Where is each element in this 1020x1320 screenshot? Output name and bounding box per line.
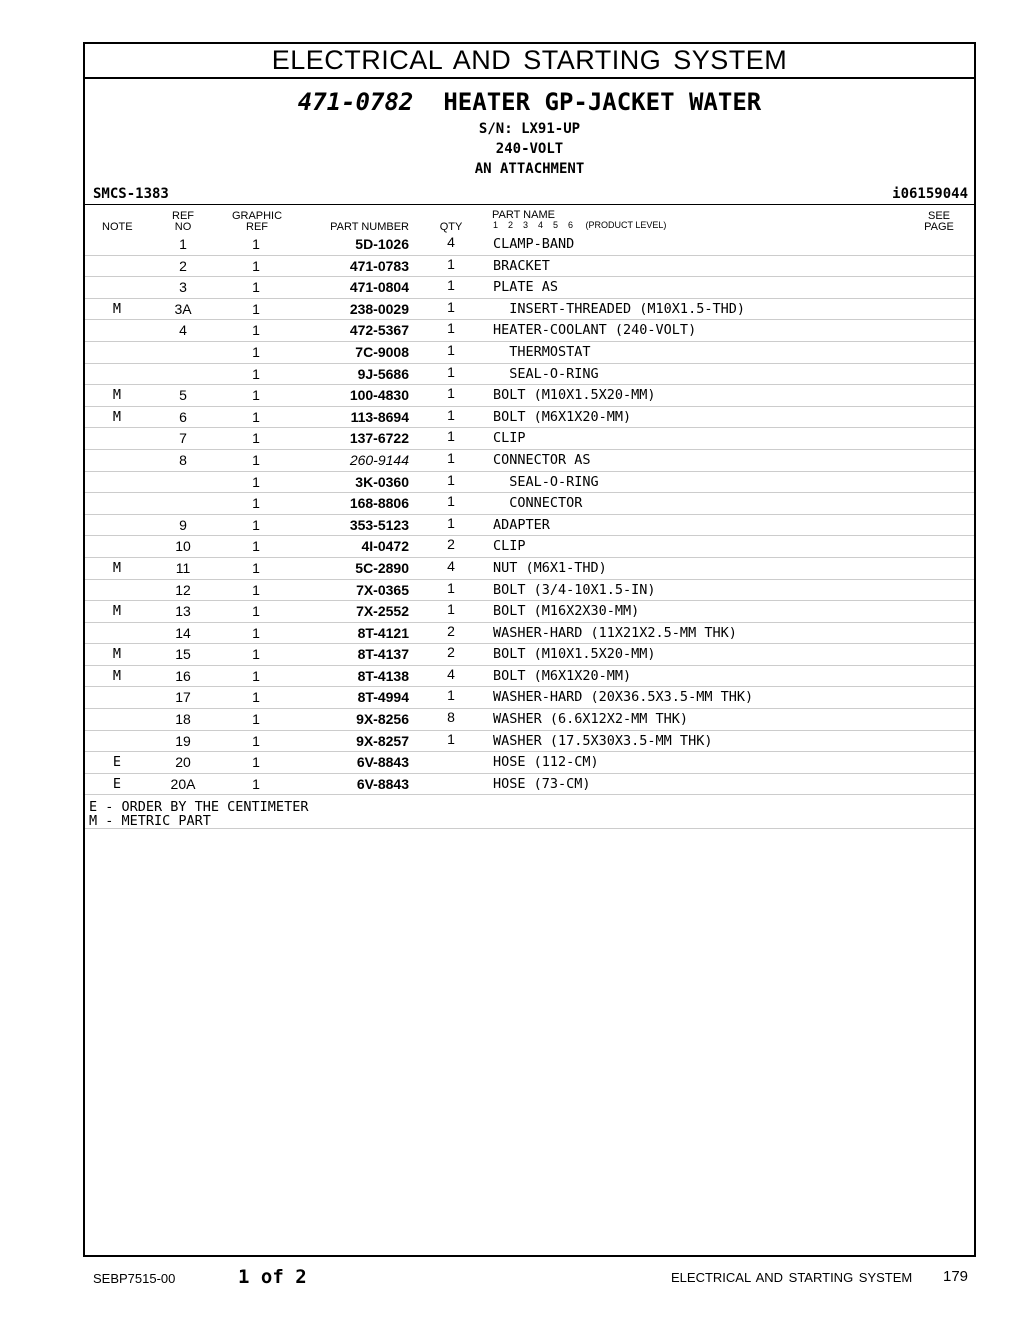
ref-number-cell: 9 [179, 516, 187, 533]
part-name-cell: BOLT (M10X1.5X20-MM) [493, 646, 656, 663]
part-name-cell: HEATER-COOLANT (240-VOLT) [493, 322, 697, 339]
table-row [85, 731, 974, 753]
group-part-number: 471-0782 [297, 88, 414, 116]
part-number-cell: 9X-8257 [356, 732, 409, 749]
header-ref-bottom: NO [174, 221, 192, 233]
footer-section: ELECTRICAL AND STARTING SYSTEM [671, 1270, 913, 1285]
note-cell: M [112, 667, 122, 684]
table-row [85, 450, 974, 472]
ref-number-cell: 1 [179, 236, 187, 252]
qty-cell: 1 [447, 277, 455, 294]
footnotes [89, 800, 308, 828]
voltage-line: 240-VOLT [495, 141, 564, 157]
ref-number-cell: 7 [179, 430, 187, 447]
graphic-ref-cell: 1 [252, 451, 260, 468]
note-cell: E [112, 754, 122, 771]
qty-cell: 1 [447, 428, 455, 445]
qty-cell: 1 [447, 363, 455, 380]
qty-cell: 1 [447, 579, 455, 596]
table-header [85, 204, 974, 235]
graphic-ref-cell: 1 [252, 559, 260, 576]
graphic-ref-cell: 1 [252, 516, 260, 533]
part-name-cell: BOLT (M16X2X30-MM) [493, 603, 640, 620]
graphic-ref-cell: 1 [252, 257, 260, 274]
ref-number-cell: 18 [175, 711, 191, 728]
qty-cell: 1 [447, 385, 455, 402]
part-number-cell: 8T-4994 [357, 689, 409, 706]
part-name-cell: CONNECTOR [493, 495, 583, 512]
ref-number-cell: 12 [175, 581, 191, 598]
note-cell: M [112, 300, 122, 317]
part-number-cell: 3K-0360 [355, 473, 409, 490]
ref-number-cell: 8 [179, 451, 187, 468]
part-name-cell: SEAL-O-RING [493, 473, 599, 490]
note-cell: M [112, 646, 122, 663]
ref-number-cell: 3A [174, 300, 192, 317]
graphic-ref-cell: 1 [252, 473, 260, 490]
graphic-ref-cell: 1 [252, 343, 260, 360]
part-number-cell: 5C-2890 [355, 559, 409, 576]
part-number-cell: 8T-4138 [357, 667, 409, 684]
part-number-cell: 7X-0365 [356, 581, 409, 598]
part-number-cell: 168-8806 [349, 495, 409, 512]
graphic-ref-cell: 1 [252, 624, 260, 641]
serial-range: S/N: LX91-UP [478, 121, 581, 137]
header-graphic-bottom: REF [246, 221, 268, 233]
part-number-cell: 6V-8843 [356, 775, 409, 792]
attachment-line: AN ATTACHMENT [474, 161, 585, 177]
qty-cell: 1 [447, 341, 455, 358]
graphic-ref-cell: 1 [252, 732, 260, 749]
qty-cell: 1 [447, 406, 455, 423]
qty-cell: 1 [447, 255, 455, 272]
part-number-cell: 9X-8256 [356, 711, 409, 728]
part-number-cell: 260-9144 [349, 451, 409, 468]
graphic-ref-cell: 1 [252, 387, 260, 404]
graphic-ref-cell: 1 [252, 279, 260, 296]
qty-cell: 2 [447, 536, 455, 553]
table-row [85, 234, 974, 256]
note-cell: M [112, 387, 122, 404]
part-name-cell: CLIP [493, 430, 526, 447]
graphic-ref-cell: 1 [252, 408, 260, 425]
ref-number-cell: 15 [175, 646, 191, 663]
smcs-code: SMCS-1383 [93, 186, 169, 202]
part-name-cell: THERMOSTAT [493, 343, 591, 360]
footer-page-number: 179 [943, 1268, 969, 1285]
part-number-cell: 353-5123 [349, 516, 409, 533]
qty-cell: 4 [447, 234, 455, 250]
ref-number-cell: 2 [179, 257, 187, 274]
ref-number-cell: 6 [179, 408, 187, 425]
qty-cell: 2 [447, 644, 455, 661]
part-number-cell: 8T-4121 [357, 624, 409, 641]
graphic-ref-cell: 1 [252, 538, 260, 555]
table-row [85, 515, 974, 537]
part-name-cell: WASHER-HARD (20X36.5X3.5-MM THK) [493, 689, 754, 706]
qty-cell: 1 [447, 493, 455, 510]
qty-cell: 1 [447, 601, 455, 618]
part-number-cell: 5D-1026 [355, 236, 409, 252]
part-name-cell: HOSE (112-CM) [493, 754, 599, 771]
part-name-cell: BOLT (M6X1X20-MM) [493, 408, 632, 425]
note-cell: M [112, 559, 122, 576]
graphic-ref-cell: 1 [252, 711, 260, 728]
part-number-cell: 113-8694 [350, 408, 409, 425]
note-cell: E [112, 775, 122, 792]
header-see-bottom: PAGE [924, 221, 954, 233]
header-see-top: SEE [927, 210, 950, 222]
qty-cell: 1 [447, 449, 455, 466]
graphic-ref-cell: 1 [252, 689, 260, 706]
part-name-cell: NUT (M6X1-THD) [493, 559, 607, 576]
parts-table-body [85, 234, 974, 795]
graphic-ref-cell: 1 [252, 300, 260, 317]
ref-number-cell: 19 [175, 732, 191, 749]
illustration-id: i06159044 [892, 186, 968, 202]
graphic-ref-cell: 1 [252, 322, 260, 339]
part-number-cell: 471-0783 [349, 257, 409, 274]
qty-cell: 1 [447, 514, 455, 531]
graphic-ref-cell: 1 [252, 236, 260, 252]
ref-number-cell: 13 [175, 603, 191, 620]
part-name-cell: CLAMP-BAND [493, 236, 575, 252]
part-name-cell: WASHER (17.5X30X3.5-MM THK) [493, 732, 713, 749]
table-row [85, 472, 974, 494]
part-number-cell: 100-4830 [349, 387, 409, 404]
graphic-ref-cell: 1 [252, 365, 260, 382]
ref-number-cell: 14 [175, 624, 191, 641]
table-row [85, 601, 974, 623]
part-name-cell: INSERT-THREADED (M10X1.5-THD) [493, 300, 745, 317]
part-number-cell: 238-0029 [349, 300, 409, 317]
group-name: HEATER GP-JACKET WATER [443, 88, 762, 116]
table-row [85, 320, 974, 342]
table-row [85, 277, 974, 299]
part-name-cell: CLIP [493, 538, 526, 555]
header-graphic-top: GRAPHIC [231, 210, 283, 222]
graphic-ref-cell: 1 [252, 646, 260, 663]
ref-number-cell: 3 [179, 279, 187, 296]
part-name-cell: WASHER-HARD (11X21X2.5-MM THK) [493, 624, 737, 641]
qty-cell: 2 [447, 622, 455, 639]
table-row [85, 687, 974, 709]
footnote-divider [85, 828, 974, 829]
ref-number-cell: 5 [179, 387, 187, 404]
ref-number-cell: 20A [170, 775, 196, 792]
table-row [85, 428, 974, 450]
graphic-ref-cell: 1 [252, 603, 260, 620]
part-number-cell: 9J-5686 [357, 365, 409, 382]
table-row [85, 385, 974, 407]
table-row [85, 558, 974, 580]
footnote-e: E - ORDER BY THE CENTIMETER [89, 799, 309, 815]
footer-doc-id: SEBP7515-00 [93, 1271, 176, 1286]
table-row [85, 774, 974, 796]
table-row [85, 536, 974, 558]
part-name-cell: BOLT (3/4-10X1.5-IN) [493, 581, 656, 598]
graphic-ref-cell: 1 [252, 430, 260, 447]
part-number-cell: 6V-8843 [356, 754, 409, 771]
part-name-cell: BOLT (M10X1.5X20-MM) [493, 387, 656, 404]
table-row [85, 644, 974, 666]
ref-number-cell: 17 [175, 689, 191, 706]
graphic-ref-cell: 1 [252, 754, 260, 771]
part-name-cell: CONNECTOR AS [493, 451, 591, 468]
qty-cell: 4 [447, 665, 455, 682]
qty-cell: 1 [447, 730, 455, 747]
qty-cell: 1 [447, 687, 455, 704]
table-row [85, 623, 974, 645]
table-row [85, 666, 974, 688]
table-row [85, 256, 974, 278]
table-row [85, 580, 974, 602]
graphic-ref-cell: 1 [252, 775, 260, 792]
part-number-cell: 8T-4137 [357, 646, 409, 663]
header-ref-top: REF [172, 210, 194, 222]
header-qty: QTY [439, 221, 463, 233]
section-title: ELECTRICAL AND STARTING SYSTEM [85, 44, 974, 79]
qty-cell: 1 [447, 298, 455, 315]
parts-page-frame [83, 42, 976, 1257]
qty-cell: 1 [447, 320, 455, 337]
part-name-cell: ADAPTER [493, 516, 550, 533]
part-number-cell: 4I-0472 [361, 538, 409, 555]
ref-number-cell: 16 [175, 667, 191, 684]
table-row [85, 493, 974, 515]
part-number-cell: 7C-9008 [355, 343, 409, 360]
footer-page-of: 1 of 2 [238, 1266, 307, 1288]
table-row [85, 407, 974, 429]
table-row [85, 342, 974, 364]
ref-number-cell: 20 [175, 754, 191, 771]
table-row [85, 752, 974, 774]
qty-cell: 4 [447, 557, 455, 574]
ref-number-cell: 11 [175, 559, 191, 576]
graphic-ref-cell: 1 [252, 495, 260, 512]
qty-cell: 8 [447, 709, 455, 726]
group-heading [85, 88, 974, 116]
header-part-number: PART NUMBER [330, 221, 409, 233]
graphic-ref-cell: 1 [252, 667, 260, 684]
header-product-level: 1 2 3 4 5 6 (PRODUCT LEVEL) [493, 220, 667, 230]
header-part-name: PART NAME [492, 209, 555, 221]
part-number-cell: 472-5367 [349, 322, 409, 339]
part-name-cell: WASHER (6.6X12X2-MM THK) [493, 711, 689, 728]
part-name-cell: BRACKET [493, 257, 550, 274]
table-row [85, 299, 974, 321]
ref-number-cell: 4 [179, 322, 187, 339]
note-cell: M [112, 408, 122, 425]
part-name-cell: BOLT (M6X1X20-MM) [493, 667, 632, 684]
header-note: NOTE [102, 221, 133, 233]
note-cell: M [112, 603, 122, 620]
graphic-ref-cell: 1 [252, 581, 260, 598]
ref-number-cell: 10 [175, 538, 191, 555]
part-number-cell: 471-0804 [349, 279, 409, 296]
table-row [85, 364, 974, 386]
part-number-cell: 137-6722 [349, 430, 409, 447]
footnote-m: M - METRIC PART [89, 813, 211, 829]
part-name-cell: SEAL-O-RING [493, 365, 599, 382]
part-name-cell: HOSE (73-CM) [493, 775, 591, 792]
part-name-cell: PLATE AS [493, 279, 559, 296]
part-number-cell: 7X-2552 [356, 603, 409, 620]
qty-cell: 1 [447, 471, 455, 488]
table-row [85, 709, 974, 731]
